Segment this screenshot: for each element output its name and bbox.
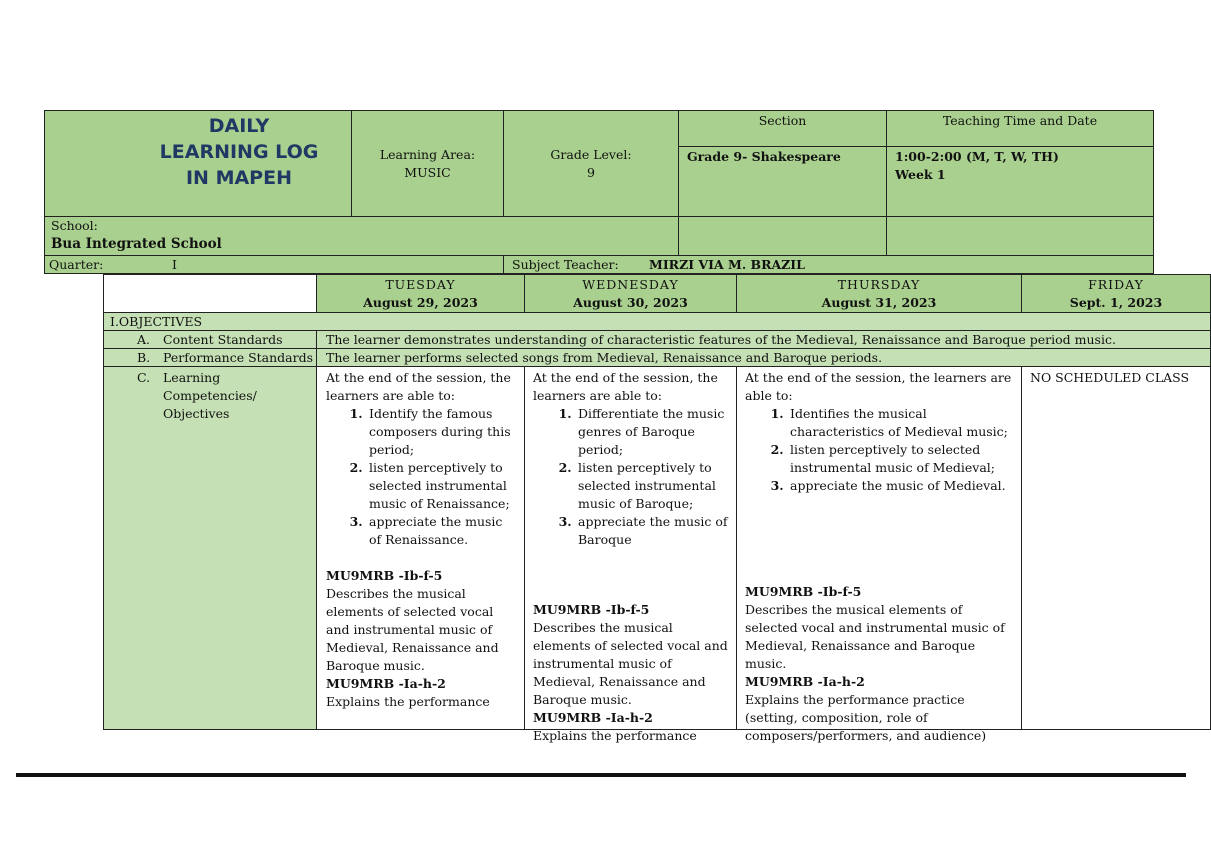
competency-code: MU9MRB -Ia-h-2: [533, 710, 653, 725]
section-label-cell: [678, 110, 887, 147]
competencies-thursday: [736, 366, 1022, 743]
school-label: School:: [51, 218, 98, 233]
performance-standards-label: B. Performance Standards: [103, 348, 317, 367]
section-label: Section: [758, 113, 807, 128]
grade-level-value: 9: [587, 165, 595, 180]
list-item: 1. Identify the famous composers during this period;: [367, 405, 515, 459]
teacher-value: MIRZI VIA M. BRAZIL: [649, 257, 805, 272]
competencies-label: C. Learning Competencies/ Objectives: [103, 366, 317, 730]
learning-area-label: Learning Area:: [379, 147, 476, 162]
competency-code: MU9MRB -Ib-f-5: [326, 568, 443, 583]
school-cell: [44, 216, 679, 256]
content-standards-text: The learner demonstrates understanding of characteristic features of the Medieval, Renaissance and Baroque period music.: [316, 330, 1211, 349]
list-item: 2. listen perceptively to selected instrumental music of Baroque;: [576, 459, 728, 513]
content-standards-label: A. Content Standards: [103, 330, 317, 349]
competency-code: MU9MRB -Ib-f-5: [745, 584, 862, 599]
competency-list: [533, 405, 728, 549]
grade-level-cell: [503, 110, 679, 217]
quarter-value: I: [172, 257, 177, 272]
competency-intro: At the end of the session, the learners are able to:: [745, 370, 1012, 403]
competency-desc: Describes the musical elements of selected vocal and instrumental music of Medieval, Renaissance and Baroque music.: [745, 602, 1005, 671]
day-header-thursday: THURSDAY August 31, 2023: [736, 274, 1022, 313]
list-item: 2. listen perceptively to selected instrumental music of Medieval;: [788, 441, 1013, 477]
competency-code: MU9MRB -Ia-h-2: [745, 674, 865, 689]
quarter-label: Quarter:: [49, 257, 104, 272]
quarter-cell: [44, 255, 504, 274]
list-item: 2. listen perceptively to selected instrumental music of Renaissance;: [367, 459, 515, 513]
time-label: Teaching Time and Date: [942, 113, 1098, 128]
list-item: 3. appreciate the music of Medieval.: [788, 477, 1013, 495]
time-value-cell: [886, 146, 1154, 217]
time-label-cell: [886, 110, 1154, 147]
section-value-cell: [678, 146, 887, 217]
performance-standards-text: The learner performs selected songs from Medieval, Renaissance and Baroque periods.: [316, 348, 1211, 367]
day-header-friday: FRIDAY Sept. 1, 2023: [1021, 274, 1211, 313]
competency-code: MU9MRB -Ib-f-5: [533, 602, 650, 617]
competency-desc: Describes the musical elements of selected vocal and instrumental music of Medieval, Renaissance and Baroque music.: [533, 620, 728, 707]
competencies-wednesday: [524, 366, 737, 743]
competencies-tuesday: [316, 366, 525, 730]
competency-list: [745, 405, 1013, 495]
week-value: Week 1: [895, 167, 946, 182]
day-header-blank: [103, 274, 317, 313]
competency-desc: Explains the performance practice (setting, composition, role of composers/performers, and audience): [745, 692, 987, 743]
grade-level-label: Grade Level:: [550, 147, 632, 162]
objectives-heading: I.OBJECTIVES: [103, 312, 1211, 331]
title-cell: [44, 110, 352, 217]
school-blank-1: [678, 216, 887, 256]
learning-area-value: MUSIC: [404, 165, 451, 180]
competency-code: MU9MRB -Ia-h-2: [326, 676, 446, 691]
competency-intro: At the end of the session, the learners are able to:: [533, 370, 718, 403]
competency-intro: At the end of the session, the learners are able to:: [326, 370, 511, 403]
competency-desc: Explains the performance: [533, 728, 697, 743]
list-item: 3. appreciate the music of Renaissance.: [367, 513, 515, 549]
teacher-cell: [503, 255, 1154, 274]
bottom-divider: [16, 773, 1186, 777]
school-blank-2: [886, 216, 1154, 256]
list-item: 1. Identifies the musical characteristics of Medieval music;: [788, 405, 1013, 441]
day-header-wednesday: WEDNESDAY August 30, 2023: [524, 274, 737, 313]
section-value: Grade 9- Shakespeare: [687, 149, 841, 164]
no-class-note: NO SCHEDULED CLASS: [1030, 370, 1190, 385]
competencies-friday: [1021, 366, 1211, 730]
list-item: 1. Differentiate the music genres of Baroque period;: [576, 405, 728, 459]
competency-desc: Explains the performance: [326, 694, 490, 709]
time-value: 1:00-2:00 (M, T, W, TH): [895, 149, 1059, 164]
teacher-label: Subject Teacher:: [512, 257, 619, 272]
learning-area-cell: [351, 110, 504, 217]
school-value: Bua Integrated School: [51, 236, 222, 252]
page-title: DAILY LEARNING LOG IN MAPEH: [159, 115, 319, 189]
day-header-tuesday: TUESDAY August 29, 2023: [316, 274, 525, 313]
competency-list: [326, 405, 515, 549]
competency-desc: Describes the musical elements of selected vocal and instrumental music of Medieval, Renaissance and Baroque music.: [326, 586, 499, 673]
list-item: 3. appreciate the music of Baroque: [576, 513, 728, 549]
